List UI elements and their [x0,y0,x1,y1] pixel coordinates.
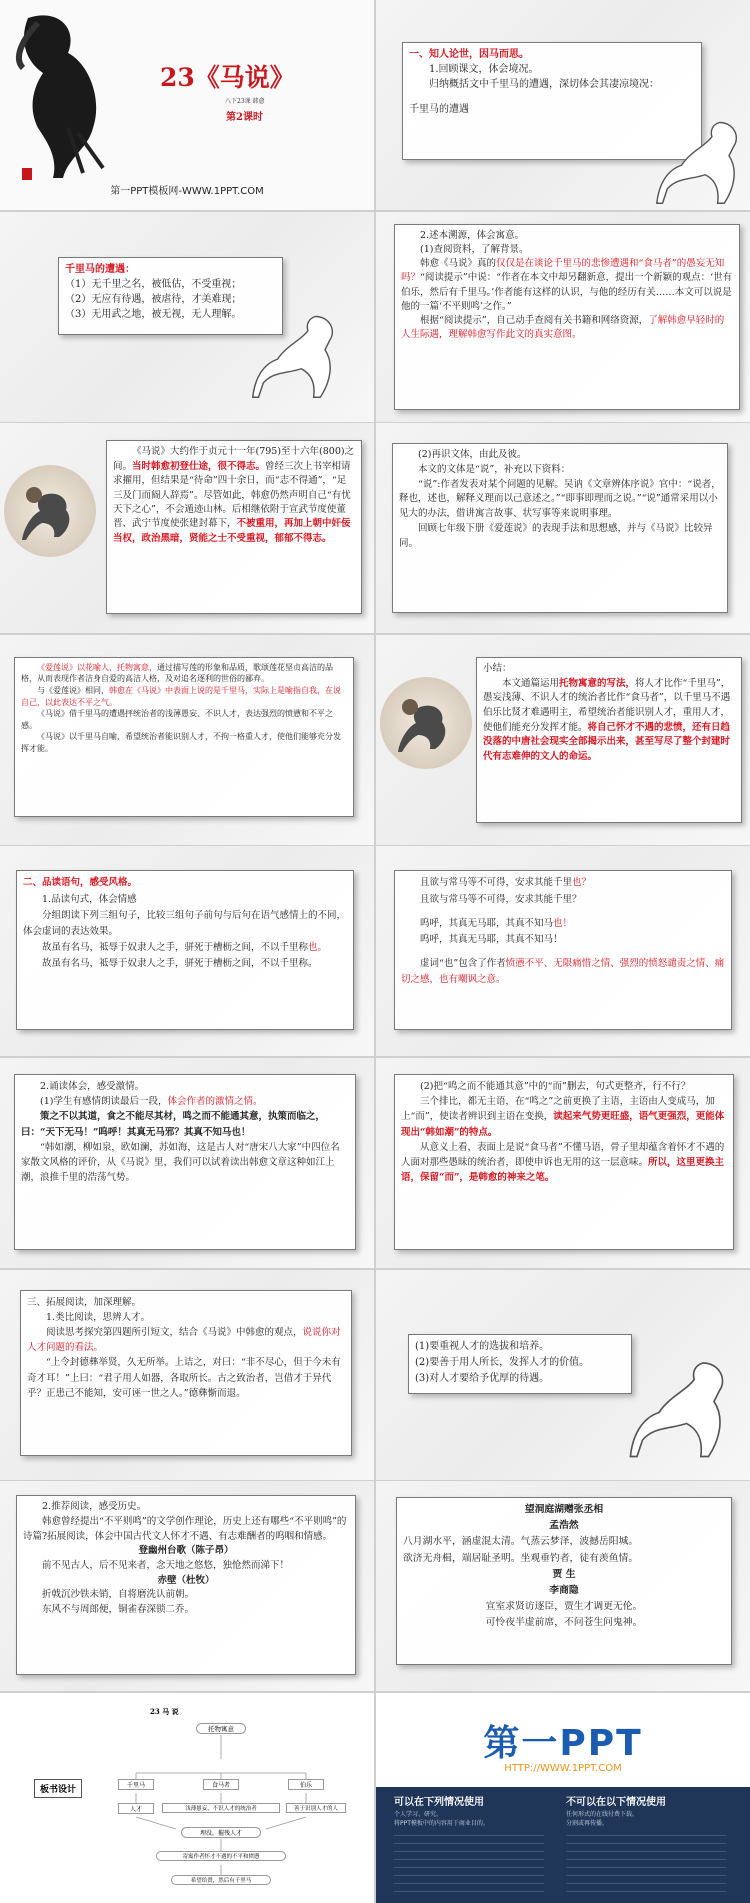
content-box [20,1290,352,1456]
content-box [394,224,740,410]
diagram-node: 寄寓作者怀才不遇的不平和愤懑 [156,1851,286,1861]
text-line: 回顾七年级下册《爱莲说》的表现手法和思想感，并与《马说》比较异同。 [399,522,713,549]
link-list-right [566,1831,726,1895]
diagram-node: 埋没，摧残人才 [181,1827,261,1838]
allowed-item: 个人学习、研究。 [394,1810,443,1818]
slide-10[interactable] [376,846,750,1056]
white-horse-icon [626,1352,736,1462]
text-line: (1)要重视人才的选拔和培养。 [415,1340,550,1352]
highlight-run: 读起来气势更旺盛，语气更强烈，更能体现出“韩如潮”的特点。 [401,1111,725,1138]
lesson-label: 第2课时 [226,112,263,123]
poem-title: 登幽州台歌（陈子昂） [138,1545,234,1557]
text-line: （1）无千里之名，被低估，不受重视； [65,278,242,290]
section-heading: 三、拓展阅读，加深理解。 [27,1296,142,1308]
white-horse-icon [249,307,344,402]
brand-logo: 第一PPT [483,1722,643,1764]
slide-16[interactable] [376,1481,750,1691]
text-run: 呜呼，其真无马耶，其真不知马 [420,917,554,929]
content-box [396,1497,732,1665]
text-run: 虚词“也”包含了作者 [420,957,506,969]
link-list-left [394,1831,544,1895]
text-line: 2.述本溯源，体会寓意。 [420,229,525,241]
text-run: 曾经三次上书宰相请求擢用，但结果是“待命”四十余日，而“志不得通”，“足三及门而阍人辞焉”。尽管如此，韩愈仍然声明自己“有忧天下之心”，不会遁迹山林。后相继依附于宣武节度使董晋、武宁节度使张建封幕下， [113,460,351,530]
section-heading: 小结： [483,662,512,674]
highlight-run: 了解韩愈早轻时的人生际遇，理解韩愈写作此文的真实意图。 [401,315,725,341]
text-line: 1.回顾课文，体会境况。 [429,64,539,75]
black-horse-illustration [8,8,128,188]
content-box [106,440,362,614]
text-line: 千里马的遭遇 [409,104,469,115]
slide-5[interactable] [0,423,374,633]
diagram-node: 人才 [118,1803,154,1814]
poem-title: 赤壁（杜牧） [157,1574,215,1586]
text-line: “韩如潮，柳如泉，欧如澜，苏如海，这是古人对“唐宋八大家”中四位名家散文风格的评价，从《马说》里，我们可以试着读出韩愈文章这种如江上潮，浪推千里的浩荡气势。 [21,1141,340,1184]
poem-title: 望洞庭湖赠张丞相 [524,1504,604,1516]
slide-15[interactable] [0,1481,374,1691]
text-run: 从意义上看，表面上是说“食马者”不懂马语，骨子里却蕴含着怀才不遇的人面对那些愚昧的统治者，即使申诉也无用的这一层意味。 [401,1141,725,1168]
poem-author: 李商隐 [549,1584,579,1596]
allowed-heading: 可以在下列情况使用 [394,1796,484,1808]
highlight-run: 说说你对人才问题的看法。 [27,1326,341,1354]
poem-line: 折戟沉沙铁未销，自将磨洗认前朝。 [42,1589,195,1601]
slide-3[interactable] [0,212,374,422]
content-box [392,443,728,613]
highlight-run: 愤懑不平、无限痛惜之情、强烈的愤怒谴责之情、痛切之感，也有嘲讽之意。 [401,957,725,986]
slide-13[interactable] [0,1270,374,1480]
slide-subtitle: 八下23课 韩愈 [225,98,265,105]
slide-9[interactable] [0,846,374,1056]
content-box [14,1074,356,1250]
horse-rider-painting [4,465,96,557]
content-box [408,1334,632,1394]
highlight-run: 也？ [572,877,592,889]
section-heading: 一、知人论世，因马而思。 [409,49,529,60]
diagram-node: 伯乐 [288,1779,324,1790]
highlight-run: 不被重用，再加上朝中奸佞当权，政治黑暗，贤能之士不受重视，郁郁不得志。 [113,518,351,544]
slide-18-brand[interactable] [376,1693,750,1903]
text-line: 《马说》以千里马自喻，希望统治者能识别人才，不拘一格重人才，使他们能够充分发挥才能。 [21,732,341,753]
highlight-run: 托物寓意的写法， [559,677,636,689]
text-line: 呜呼，其真无马耶，其真不知马！ [420,933,563,945]
site-caption: 第一PPT模板网-WWW.1PPT.COM [110,186,264,197]
slide-8[interactable] [376,635,750,845]
text-line: “说”:作者发表对某个问题的见解。吴讷《文章辨体序说》官中：“说者，释也，述也，解释义理而以己意述之。”“即事即理而之说。”“说”通常采用以小见大的办法，借讲寓言故事、状写事等来说明事理。 [399,478,721,520]
text-line: （3）无用武之地，被无视，无人理解。 [65,308,242,320]
text-line: 1.类比阅读，思辨人才。 [46,1311,151,1323]
forbidden-heading: 不可以在以下情况使用 [566,1796,666,1808]
slide-1-title[interactable] [0,0,374,210]
board-title: 23 马 说 [150,1706,179,1716]
highlight-run: 将自己怀才不遇的悲愤，还有日趋没落的中唐社会现实全部揭示出来，甚至写尽了整个封建时代有志难伸的文人的命运。 [483,721,731,763]
slide-7[interactable] [0,635,374,845]
text-run: 根据“阅读提示”，自己动手查阅有关书籍和网络资源， [420,315,649,327]
diagram-node: 食马者 [203,1779,239,1790]
diagram-node: 浅薄愚妄，不识人才的统治者 [162,1803,280,1813]
poem-line: 可怜夜半虚前席，不问苍生问鬼神。 [485,1617,643,1629]
text-run: 且欲与常马等不可得，安求其能千里 [420,877,573,889]
diagram-node: 善于识别人才的人 [286,1803,346,1813]
text-run: 本文通篇运用 [502,677,560,689]
text-line: (2)要善于用人所长，发挥人才的价值。 [415,1356,590,1368]
text-run: 通过描写莲的形象和品质，歌颂莲花坚贞高洁的品格，从而表现作者洁身自爱的高洁人格，及对追名逐利的世俗的鄙弃。 [21,662,333,684]
poem-line: 宣室求贤访逐臣，贾生才调更无伦。 [485,1601,643,1613]
text-run: 《马说》大约作于贞元十一年(795)至十六年(800)之间。 [113,446,355,472]
poem-title: 贾 生 [552,1568,576,1580]
text-line: (2)把“鸣之而不能通其意”中的“而”删去，句式更整齐，行不行？ [420,1080,691,1092]
section-heading: 二、品读语句，感受风格。 [23,877,138,889]
text-line: （2）无应有待遇，被虐待，才美难现； [65,293,242,305]
highlight-run: 也。 [308,941,328,953]
text-run: 阅读思考探究第四题所引短文，结合《马说》中韩愈的观点， [46,1326,303,1338]
slide-17-board-design[interactable] [0,1693,374,1903]
text-line: 策之不以其道，食之不能尽其材，鸣之而不能通其意，执策而临之，曰：“天下无马！”呜呼！其真无马邪？其真不知马也！ [21,1111,326,1138]
text-line: 1.品读句式，体会情感 [42,893,137,905]
poem-author: 孟浩然 [549,1520,579,1532]
slide-6[interactable] [376,423,750,633]
horse-rider-painting [380,677,472,769]
highlight-run: 韩愈在《马说》中表面上说的是千里马，实际上是喻指自我，在说自己，以此表达不平之气。 [21,685,341,707]
text-line: 《马说》借千里马的遭遇抨统治者的浅薄愚妄、不识人才，表达强烈的愤懑和不平之感。 [21,709,333,730]
content-box [394,1074,734,1250]
text-line: 韩愈曾经提出“不平则鸣”的文学创作理论，历史上还有哪些“不平则鸣”的诗篇?拓展阅读，体会中国古代文人怀才不遇、有志难酬者的呜咽和情感。 [23,1515,347,1542]
text-run: 与《爱莲说》相同， [37,685,109,695]
forbidden-item: 任何形式的在线付费下载。 [566,1810,639,1818]
slide-2[interactable] [376,0,750,210]
text-run: (1)学生有感情朗读最后一段， [40,1096,168,1108]
poem-line: 欲济无舟楫，端居耻圣明。坐观垂钓者，徒有羡鱼情。 [403,1552,639,1564]
text-line: 归纳概括文中千里马的遭遇，深切体会其凄凉境况： [429,79,659,90]
board-diagram [96,1719,346,1895]
content-box [16,870,354,1030]
slide-title: 23《马说》 [160,63,295,92]
diagram-node: 希望给贤，然后有千里马 [171,1875,271,1885]
footer-panel [376,1787,750,1903]
diagram-node-theme: 托物寓意 [196,1723,246,1734]
brand-url: HTTP://WWW.1PPT.COM [504,1762,622,1774]
poem-line: 前不见古人，后不见来者，念天地之悠悠，独怆然而涕下！ [42,1560,290,1572]
content-box [14,657,354,817]
text-line: 分组朗读下列三组句子，比较三组句子前句与后句在语气感情上的不同，体会虚词的表达效果。 [23,909,347,937]
text-line: (3)对人才要给予优厚的待遇。 [415,1372,550,1384]
highlight-run: 仅仅是在谈论千里马的悲惨遭遇和“食马者”的愚妄无知吗？ [401,258,725,284]
highlight-run: 也！ [553,917,573,929]
text-line: 2.诵读体会，感受激情。 [40,1080,145,1092]
text-line: (1)查阅资料，了解背景。 [420,243,529,255]
diagram-node: 千里马 [118,1779,154,1790]
text-line: 故虽有名马，祗辱于奴隶人之手，骈死于槽枥之间，不以千里称。 [42,958,318,970]
forbidden-item: 分割或再传播。 [566,1819,609,1827]
slide-11[interactable] [0,1058,374,1268]
board-label: 板书设计 [34,1779,82,1798]
white-horse-icon [653,113,748,208]
highlight-run: 当时韩愈初登仕途，很不得志。 [132,460,266,472]
highlight-run: 体会作者的激情之情。 [167,1096,263,1108]
text-run: 三个排比，都无主语，在“鸣之”之前更换了主语，主语由人变成马，加上“而”，使读者辨识到主语在变换， [401,1096,715,1123]
text-line: (2)再识文体，由此及彼。 [418,449,527,461]
content-box [16,1495,356,1675]
content-box [476,657,742,823]
text-line: 且欲与常马等不可得，安求其能千里？ [420,893,582,905]
text-run: “阅读提示”中说：“作者在本文中却另翻新意，提出一个新颖的观点：‘世有伯乐，然后有千里马。’作者能有这样的认识，与他的经历有关……本文可以说是他的一篇‘不平则鸣’之作。” [401,272,733,312]
allowed-item: 将PPT模板中的内容用于商业目的。 [394,1819,489,1827]
slide-4[interactable] [376,212,750,422]
highlight-run: 《爱莲说》以花喻人，托物寓意， [37,662,157,672]
content-box [394,870,732,1030]
section-heading: 千里马的遭遇： [65,263,135,275]
highlight-run: 所以，这里更换主语，保留“而”，是韩愈的神来之笔。 [401,1156,725,1184]
slide-14[interactable] [376,1270,750,1480]
poem-line: 八月湖水平，涵虚混太清。气蒸云梦泽，波撼岳阳城。 [403,1536,639,1548]
red-seal [22,168,32,180]
text-run: 故虽有名马，祗辱于奴隶人之手，骈死于槽枥之间，不以千里称 [42,941,309,953]
text-line: 2.推荐阅读，感受历史。 [42,1501,147,1513]
text-run: 将人才比作“千里马”，愚妄浅薄、不识人才的统治者比作“食马者”，以千里马不遇伯乐比贤才难遇明主，希望统治者能识别人才，重用人才，使他们能充分发挥才能。 [483,677,731,733]
text-line: “上令封德彝举贤，久无所举。上诘之，对曰：“非不尽心，但于今未有奇才耳！”上曰：“君子用人如器，各取所长。古之致治者，岂借才于异代乎？正患己不能知，安可诬一世之人。”德彝惭而退。 [27,1357,341,1399]
text-line: 本文的文体是“说”，补充以下资料： [418,463,571,475]
slide-12[interactable] [376,1058,750,1268]
text-run: 韩愈《马说》真的 [420,258,497,270]
poem-line: 东风不与周郎便，铜雀春深锁二乔。 [42,1604,195,1616]
